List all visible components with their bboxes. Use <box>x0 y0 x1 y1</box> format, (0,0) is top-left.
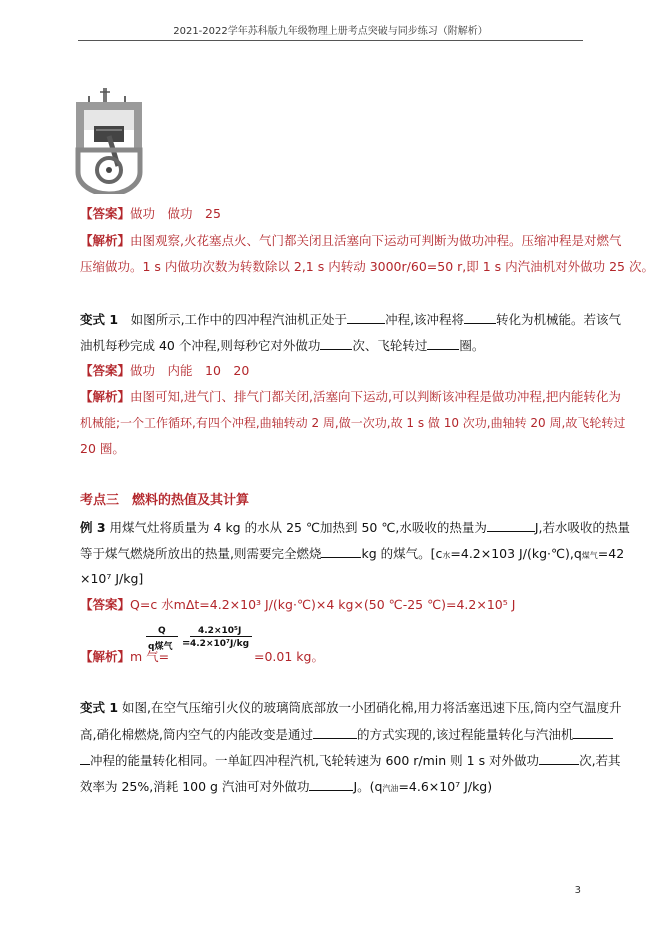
variant-1-text-f: 圈。 <box>459 338 485 353</box>
answer-blank[interactable] <box>539 752 579 765</box>
example-3-line-3: ×10⁷ J/kg] <box>80 571 144 586</box>
example-3-text-d: kg 的煤气。[c <box>361 546 443 561</box>
variant-2-sub-gasoline: 汽油 <box>382 784 399 793</box>
example-3-text-a: 用煤气灶将质量为 4 kg 的水从 25 ℃加热到 50 ℃,水吸收的热量为 <box>109 520 487 535</box>
answer-blank[interactable] <box>573 726 613 739</box>
variant-2-text-c: 的方式实现的,该过程能量转化与汽油机 <box>356 727 574 742</box>
variant-1-text-e: 次、飞轮转过 <box>352 338 428 353</box>
analysis-3-tag: 【解析】 <box>80 649 131 664</box>
example-3-sub-gas: 煤气 <box>581 551 598 560</box>
variant-2-text-f: 效率为 25%,消耗 100 g 汽油可对外做功 <box>80 779 310 794</box>
answer-3-text: Q=c 水mΔt=4.2×10³ J/(kg·℃)×4 kg×(50 ℃-25 ℃)=4.2×10⁵ J <box>130 597 516 612</box>
variant-1-text-d: 油机每秒完成 40 个冲程,则每秒它对外做功 <box>80 338 321 353</box>
answer-blank[interactable] <box>487 519 535 532</box>
page-number: 3 <box>574 885 581 896</box>
analysis-2-line-2: 机械能;一个工作循环,有四个冲程,曲轴转动 2 周,做一次功,故 1 s 做 10 次功,曲轴转 20 周,故飞轮转过 <box>80 416 626 430</box>
analysis-1-text-1: 由图观察,火花塞点火、气门都关闭且活塞向下运动可判断为做功冲程。压缩冲程是对燃气 <box>130 233 622 248</box>
answer-blank[interactable] <box>320 337 352 350</box>
analysis-2-text-1: 由图可知,进气门、排气门都关闭,活塞向下运动,可以判断该冲程是做功冲程,把内能转化为 <box>130 389 621 404</box>
analysis-3-result: =0.01 kg。 <box>254 649 324 664</box>
answer-blank[interactable] <box>321 545 361 558</box>
answer-blank[interactable] <box>313 726 357 739</box>
variant-2-line-3 <box>80 752 621 769</box>
variant-2-line-2 <box>80 726 613 743</box>
variant-2-text-e: 次,若其 <box>579 753 621 768</box>
variant-2-line-1 <box>80 700 621 716</box>
variant-2-label: 变式 1 <box>80 700 119 715</box>
section-title: 燃料的热值及其计算 <box>132 493 250 508</box>
answer-blank[interactable] <box>80 752 90 765</box>
variant-1-line-1 <box>80 311 621 328</box>
engine-diagram <box>74 86 146 194</box>
variant-2-text-g: J。(q <box>353 779 383 794</box>
example-3-line-1 <box>80 519 630 536</box>
variant-2-text-b: 高,硝化棉燃烧,筒内空气的内能改变是通过 <box>80 727 313 742</box>
analysis-1-line-2: 压缩做功。1 s 内做功次数为转数除以 2,1 s 内转动 3000r/60=50 r,即 1 s 内汽油机对外做功 25 次。 <box>80 259 654 274</box>
analysis-3-lhs: m 气= <box>130 649 170 664</box>
variant-2-text-h: =4.6×10⁷ J/kg) <box>398 779 493 794</box>
answer-blank[interactable] <box>309 778 353 791</box>
example-3-label: 例 3 <box>80 520 106 535</box>
header-divider <box>78 40 583 41</box>
example-3-line-2 <box>80 545 624 564</box>
section-heading <box>80 493 249 509</box>
answer-blank[interactable] <box>464 311 496 324</box>
answer-3-tag: 【答案】 <box>80 597 131 612</box>
example-3-text-c: 等于煤气燃烧所放出的热量,则需要完全燃烧 <box>80 546 322 561</box>
variant-1-text-a: 如图所示,工作中的四冲程汽油机正处于 <box>130 312 348 327</box>
answer-1-text: 做功 做功 25 <box>130 206 221 221</box>
answer-3 <box>80 597 515 613</box>
answer-1-tag: 【答案】 <box>80 206 131 221</box>
example-3-text-f: =42 <box>597 546 625 561</box>
fraction-2-denominator: 4.2×10⁷J/kg <box>190 639 250 649</box>
variant-1-line-2 <box>80 337 484 354</box>
page-header: 2021-2022学年苏科版九年级物理上册考点突破与同步练习（附解析） <box>173 26 488 37</box>
example-3-text-e: =4.2×103 J/(kg·℃),q <box>450 546 582 561</box>
variant-1-text-b: 冲程,该冲程将 <box>385 312 465 327</box>
answer-2 <box>80 363 249 379</box>
variant-2-text-a: 如图,在空气压缩引火仪的玻璃筒底部放一小团硝化棉,用力将活塞迅速下压,筒内空气温度升 <box>122 700 622 715</box>
fraction-2-numerator: 4.2×10⁵J <box>198 626 242 636</box>
fraction-2-bar <box>190 636 252 637</box>
analysis-1-tag: 【解析】 <box>80 233 131 248</box>
variant-2-line-4 <box>80 778 492 797</box>
answer-blank[interactable] <box>347 311 385 324</box>
example-3-text-b: J,若水吸收的热量 <box>534 520 631 535</box>
variant-2-text-d: 冲程的能量转化相同。一单缸四冲程汽机,飞轮转速为 600 r/min 则 1 s 对外做功 <box>90 753 540 768</box>
answer-1 <box>80 206 221 222</box>
fraction-1-numerator: Q <box>158 626 166 636</box>
analysis-2-tag: 【解析】 <box>80 389 131 404</box>
variant-1-label: 变式 1 <box>80 312 119 327</box>
analysis-2-line-1 <box>80 389 621 405</box>
answer-2-text: 做功 内能 10 20 <box>130 363 250 378</box>
analysis-2-line-3: 20 圈。 <box>80 441 125 456</box>
answer-blank[interactable] <box>427 337 459 350</box>
variant-1-text-c: 转化为机械能。若该气 <box>496 312 622 327</box>
example-3-sub-water: 水 <box>442 551 451 560</box>
section-label: 考点三 <box>80 493 120 508</box>
fraction-1-bar <box>146 636 178 637</box>
fraction-1-denominator: q煤气 <box>148 642 173 652</box>
analysis-1-line-1 <box>80 233 622 249</box>
answer-2-tag: 【答案】 <box>80 363 131 378</box>
